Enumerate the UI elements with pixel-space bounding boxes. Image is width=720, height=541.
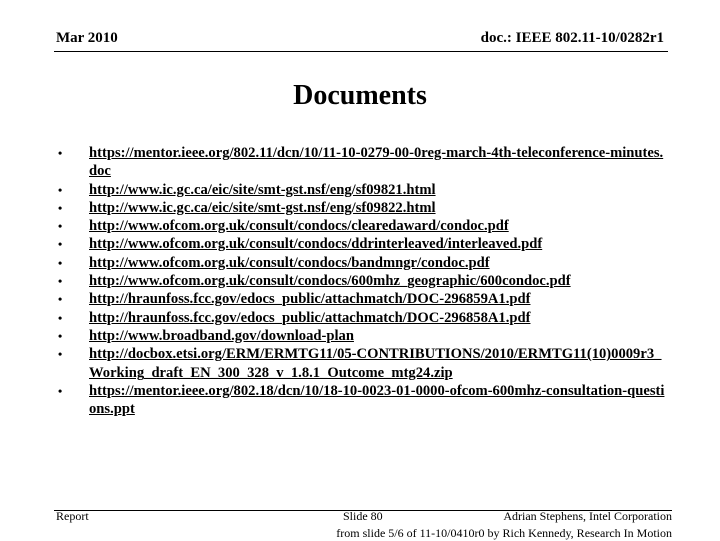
document-link[interactable]: http://www.ofcom.org.uk/consult/condocs/600mhz_geographic/600condoc.pdf [89,273,571,290]
link-item [58,217,668,235]
link-item [58,199,668,217]
bullet-icon: • [58,347,63,362]
link-item [58,345,668,382]
document-link[interactable]: http://www.ofcom.org.uk/consult/condocs/ddrinterleaved/interleaved.pdf [89,236,543,253]
document-link[interactable]: http://hraunfoss.fcc.gov/edocs_public/attachmatch/DOC-296858A1.pdf [89,309,531,326]
document-link[interactable]: http://www.ic.gc.ca/eic/site/smt-gst.nsf/eng/sf09822.html [89,199,436,216]
document-link[interactable]: https://mentor.ieee.org/802.11/dcn/10/11-10-0279-00-0reg-march-4th-teleconference-minutes.doc [89,145,664,180]
header-doc-id: doc.: IEEE 802.11-10/0282r1 [480,30,664,46]
header-divider [54,51,668,52]
bullet-icon: • [58,182,63,197]
link-item [58,254,668,272]
document-link[interactable]: http://www.ofcom.org.uk/consult/condocs/bandmngr/condoc.pdf [89,254,490,271]
bullet-icon: • [58,274,63,289]
bullet-icon: • [58,219,63,234]
bullet-icon: • [58,146,63,160]
bullet-icon: • [58,237,63,252]
document-link-list [58,144,668,418]
bullet-icon: • [58,383,63,398]
link-item [58,309,668,327]
bullet-icon: • [58,310,63,325]
link-item [58,327,668,345]
header-date: Mar 2010 [56,30,118,46]
bullet-icon: • [58,328,63,343]
link-item [58,290,668,308]
document-link[interactable]: http://www.broadband.gov/download-plan [89,327,354,344]
slide-title: Documents [293,80,427,111]
footer-label: Report [56,509,89,523]
footer-author: Adrian Stephens, Intel Corporation [503,509,672,523]
document-link[interactable]: https://mentor.ieee.org/802.18/dcn/10/18-10-0023-01-0000-ofcom-600mhz-consultation-questions.ppt [89,382,665,418]
bullet-icon: • [58,255,63,270]
bullet-icon: • [58,200,63,215]
link-item [58,144,668,181]
document-link[interactable]: http://hraunfoss.fcc.gov/edocs_public/attachmatch/DOC-296859A1.pdf [89,291,531,308]
footer-source-note: from slide 5/6 of 11-10/0410r0 by Rich Kennedy, Research In Motion [336,526,672,540]
document-link[interactable]: http://www.ic.gc.ca/eic/site/smt-gst.nsf/eng/sf09821.html [89,181,436,198]
link-item [58,272,668,290]
link-item [58,235,668,253]
bullet-icon: • [58,292,63,307]
link-item [58,181,668,199]
link-item [58,382,668,419]
document-link[interactable]: http://www.ofcom.org.uk/consult/condocs/clearedaward/condoc.pdf [89,218,509,235]
document-link[interactable]: http://docbox.etsi.org/ERM/ERMTG11/05-CONTRIBUTIONS/2010/ERMTG11(10)0009r3_Working_draft_EN_300_328_v_1.8.1_Outcome_mtg24.zip [89,346,662,381]
footer-slide-number: Slide 80 [343,509,383,523]
